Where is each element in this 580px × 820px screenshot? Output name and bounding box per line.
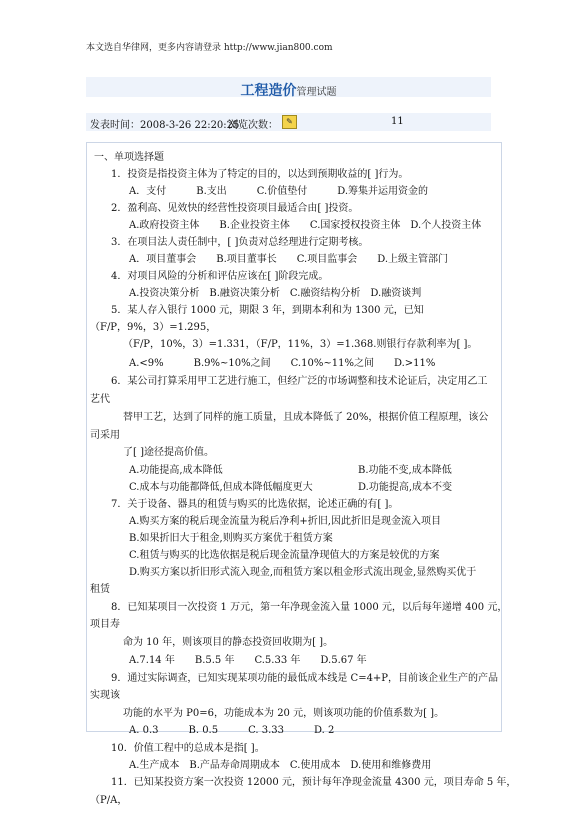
option-7a: A.购买方案的税后现金流量为税后净利+折旧,因此折旧是现金流入项目 <box>129 516 441 527</box>
options-8: A.7.14 年 B.5.5 年 C.5.33 年 D.5.67 年 <box>129 655 367 666</box>
options-1: A．支付 B.支出 C.价值垫付 D.筹集并运用资金的 <box>129 186 429 197</box>
question-10: 10．价值工程中的总成本是指[ ]。 <box>111 743 265 754</box>
option-6b: B.功能不变,成本降低 <box>358 465 452 476</box>
question-6-cont: 了[ ]途径提高价值。 <box>123 447 214 458</box>
options-10: A.生产成本 B.产品寿命周期成本 C.使用成本 D.使用和维修费用 <box>129 760 432 771</box>
title-main: 工程造价 <box>240 83 297 99</box>
views-count: 11 <box>391 116 404 127</box>
question-1: 1．投资是指投资主体为了特定的目的，以达到预期收益的[ ]行为。 <box>111 169 409 180</box>
question-5: 5．某人存入银行 1000 元，期限 3 年，到期本利和为 1300 元，已知 <box>111 305 424 316</box>
question-8: 8．已知某项目一次投资 1 万元，第一年净现金流入量 1000 元，以后每年递增 400 元， <box>111 602 508 613</box>
meta-bar <box>86 113 491 131</box>
question-7: 7．关于设备、器具的租赁与购买的比选依据，论述正确的有[ ]。 <box>111 499 399 510</box>
question-11: 11．已知某投资方案一次投资 12000 元，预计每年净现金流量 4300 元，项目寿命 5 年， <box>111 777 517 788</box>
section-heading: 一、单项选择题 <box>94 152 164 163</box>
option-6a: A.功能提高,成本降低 <box>129 465 223 476</box>
option-7d: D.购买方案以折旧形式流入现金,而租赁方案以租金形式流出现金,显然购买优于 <box>129 567 477 578</box>
options-3: A．项目董事会 B.项目董事长 C.项目监事会 D.上级主管部门 <box>129 254 449 265</box>
page-title <box>86 80 491 100</box>
option-7b: B.如果折旧大于租金,则购买方案优于租赁方案 <box>129 533 333 544</box>
options-4: A.投资决策分析 B.融资决策分析 C.融资结构分析 D.融资谈判 <box>129 288 422 299</box>
option-7c: C.租赁与购买的比选依据是税后现金流量净现值大的方案是较优的方案 <box>129 550 440 561</box>
question-2: 2．盈利高、见效快的经营性投资项目最适合由[ ]投资。 <box>111 203 359 214</box>
question-5-cont: （F/P，10%，3）=1.331，（F/P，11%，3）=1.368.则银行存款利率为[ ]。 <box>123 339 478 350</box>
question-8-cont: 项目寿 <box>90 619 120 630</box>
question-6-cont: 司采用 <box>90 430 120 441</box>
question-6-cont: 艺代 <box>90 394 110 405</box>
question-3: 3．在项目法人责任制中，[ ]负责对总经理进行定期考核。 <box>111 237 369 248</box>
option-6d: D.功能提高,成本不变 <box>358 482 453 493</box>
question-8-cont: 命为 10 年，则该项目的静态投资回收期为[ ]。 <box>123 637 334 648</box>
question-6-cont: 替甲工艺，达到了同样的施工质量，且成本降低了 20%，根据价值工程原理，该公 <box>123 412 489 423</box>
publish-time: 发表时间：2008-3-26 22:20:25 <box>90 120 240 131</box>
options-9: A. 0.3 B. 0.5 C. 3.33 D. 2 <box>129 725 335 736</box>
question-9-cont: 实现该 <box>90 690 120 701</box>
question-5-cont: （F/P，9%，3）=1.295， <box>90 322 217 333</box>
views-label: 浏览次数： <box>228 120 278 131</box>
question-11-cont: （P/A， <box>90 795 128 806</box>
title-bar <box>86 77 491 97</box>
title-sub: 管理试题 <box>296 87 337 98</box>
question-9: 9．通过实际调查，已知实现某项功能的最低成本线是 C=4+P，目前该企业生产的产品 <box>111 673 499 684</box>
question-4: 4．对项目风险的分析和评估应该在[ ]阶段完成。 <box>111 271 329 282</box>
view-counter-icon: ✎ <box>282 115 297 129</box>
options-5: A.<9% B.9%~10%之间 C.10%~11%之间 D.>11% <box>129 358 436 369</box>
options-2: A.政府投资主体 B.企业投资主体 C.国家授权投资主体 D.个人投资主体 <box>129 220 482 231</box>
option-7d-cont: 租赁 <box>90 584 110 595</box>
header-note: 本文选自华律网，更多内容请登录 http://www.jian800.com <box>86 43 333 53</box>
question-9-cont: 功能的水平为 P0=6，功能成本为 20 元，则该项功能的价值系数为[ ]。 <box>123 708 445 719</box>
question-6: 6．某公司打算采用甲工艺进行施工，但经广泛的市场调整和技术论证后，决定用乙工 <box>111 376 488 387</box>
option-6c: C.成本与功能都降低,但成本降低幅度更大 <box>129 482 313 493</box>
